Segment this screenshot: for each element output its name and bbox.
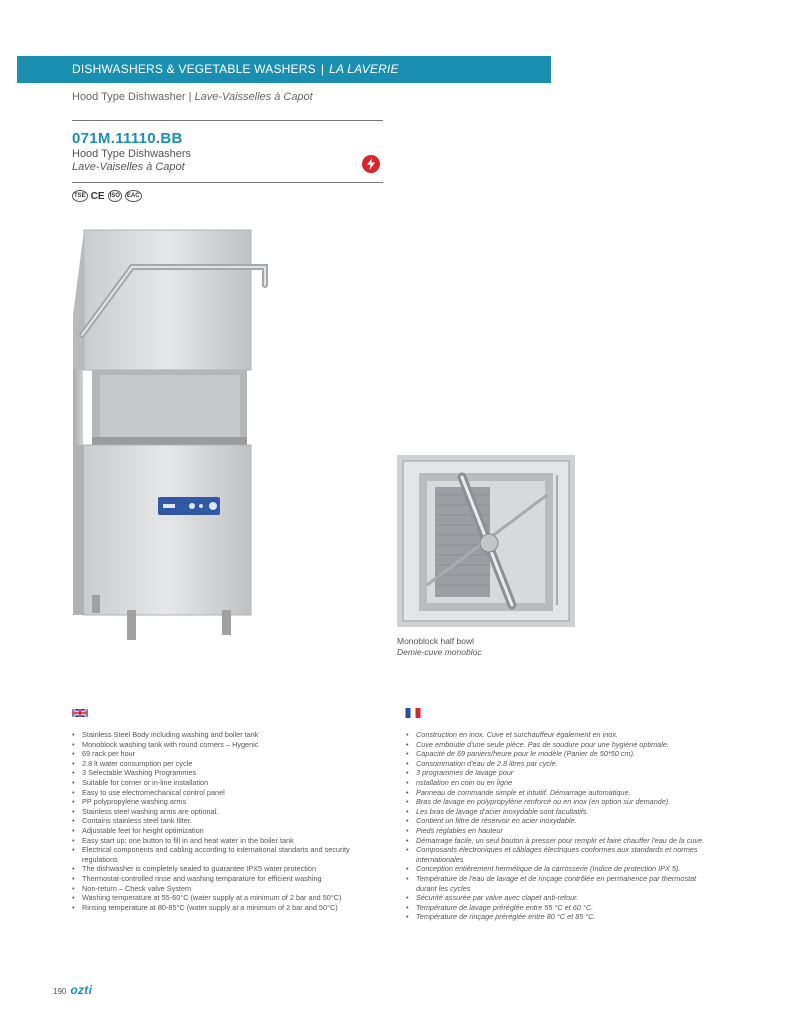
product-title-en: Hood Type Dishwashers (72, 148, 192, 160)
category-fr: LA LAVERIE (329, 62, 399, 76)
page-footer (53, 983, 92, 997)
eac-mark-icon: EAC (125, 190, 142, 202)
list-item: • Stainless Steel Body including washing and boiler tank (72, 730, 372, 740)
category-en: DISHWASHERS & VEGETABLE WASHERS (72, 62, 316, 76)
uk-flag-icon (72, 708, 88, 718)
list-item: • Rinsing temperature at 80-85°C (water supply at a minimum of 2 bar and 50°C) (72, 903, 372, 913)
list-item: • Adjustable feet for height optimization (72, 826, 372, 836)
list-item: • Contient un filtre de réservoir en acier inoxydable. (406, 816, 706, 826)
list-item: • PP polypropylene washing arms (72, 797, 372, 807)
model-number: 071M.11110.BB (72, 130, 183, 147)
list-item: • Bras de lavage en polypropylène renforcé ou en inox (en option sur demande). (406, 797, 706, 807)
features-list-en (72, 730, 372, 912)
brand-logo: ozti (70, 983, 93, 997)
list-item: • Washing temperature at 55-60°C (water supply at a minimum of 2 bar and 50°C) (72, 893, 372, 903)
features-list-fr (406, 730, 706, 922)
tse-mark-icon: TSE (72, 190, 88, 202)
divider-bottom (72, 182, 383, 183)
list-item: • Suitable for corner or in-line installation (72, 778, 372, 788)
list-item: • Stainless steel washing arms are optional. (72, 807, 372, 817)
category-separator: | (320, 62, 325, 76)
list-item: • 69 rack per hour (72, 749, 372, 759)
french-flag-icon (405, 708, 421, 718)
list-item: • Sécurité assurée par valve avec clapet anti-retour. (406, 893, 706, 903)
iso-mark-icon: ISO (108, 190, 122, 202)
subheading-separator: | (188, 91, 192, 103)
list-item: • Température de lavage préréglée entre 55 °C et 60 °C. (406, 903, 706, 913)
monoblock-bowl-photo (397, 455, 575, 627)
list-item: • Température de rinçage préréglée entre 80 °C et 85 °C. (406, 912, 706, 922)
list-item: • Electrical components and cabling according to international standarts and security regulations (72, 845, 372, 864)
electric-icon (362, 155, 380, 173)
list-item: • Contains stainless steel tank filter. (72, 816, 372, 826)
page-number: 190 (53, 987, 67, 996)
list-item: • Non-return – Check valve System (72, 884, 372, 894)
list-item: • Panneau de commande simple et intuitif. Démarrage automatique. (406, 788, 706, 798)
list-item: • Pieds réglables en hauteur (406, 826, 706, 836)
section-subheading (72, 91, 313, 103)
list-item: • Easy to use electromechanical control panel (72, 788, 372, 798)
product-title (72, 148, 191, 174)
list-item: • The dishwasher is completely sealed to guarantee IPX5 water protection (72, 864, 372, 874)
list-item: • Conception entièrement hermétique de la carrosserie (Indice de protection IPX 5). (406, 864, 706, 874)
dishwasher-product-image (70, 225, 275, 645)
photo-caption (397, 636, 482, 658)
list-item: • Température de l'eau de lavage et de rinçage contrôlée en permanence par thermostat durant les cycles (406, 874, 706, 893)
divider-top (72, 120, 383, 121)
list-item: • Les bras de lavage d'acier inoxydable sont facultatifs. (406, 807, 706, 817)
certification-marks (72, 190, 142, 202)
list-item: • Thermostat-controlled rinse and washing temparature for efficient washing (72, 874, 372, 884)
list-item: • 3 Selectable Washing Programmes (72, 768, 372, 778)
category-banner (17, 56, 551, 83)
list-item: • Construction en inox. Cuve et surchauffeur également en inox. (406, 730, 706, 740)
ce-mark-icon: CE (90, 190, 105, 202)
list-item: • nstallation en coin ou en ligne (406, 778, 706, 788)
product-title-fr: Lave-Vaiselles à Capot (72, 161, 185, 173)
list-item: • Cuve emboutie d'une seule pièce. Pas de soudure pour une hygiène optimale. (406, 740, 706, 750)
list-item: • Composants électroniques et câblages électriques conformes aux standards et normes internationales (406, 845, 706, 864)
list-item: • Capacité de 69 paniers/heure pour le modèle (Panier de 50*50 cm). (406, 749, 706, 759)
list-item: • 3 programmes de lavage pour (406, 768, 706, 778)
list-item: • Démarrage facile, un seul bouton à presser pour remplir et faire chauffer l'eau de la cuve. (406, 836, 706, 846)
list-item: • Easy start up: one button to fill in and heat water in the boiler tank (72, 836, 372, 846)
subheading-en: Hood Type Dishwasher (72, 91, 186, 103)
list-item: • Consommation d'eau de 2.8 litres par cycle. (406, 759, 706, 769)
photo-caption-en: Monoblock half bowl (397, 636, 475, 646)
list-item: • Monoblock washing tank with round corners – Hygenic (72, 740, 372, 750)
subheading-fr: Lave-Vaisselles à Capot (194, 91, 313, 103)
list-item: • 2.8 lt water consumption per cycle (72, 759, 372, 769)
photo-caption-fr: Demie-cuve monobloc (397, 647, 482, 657)
